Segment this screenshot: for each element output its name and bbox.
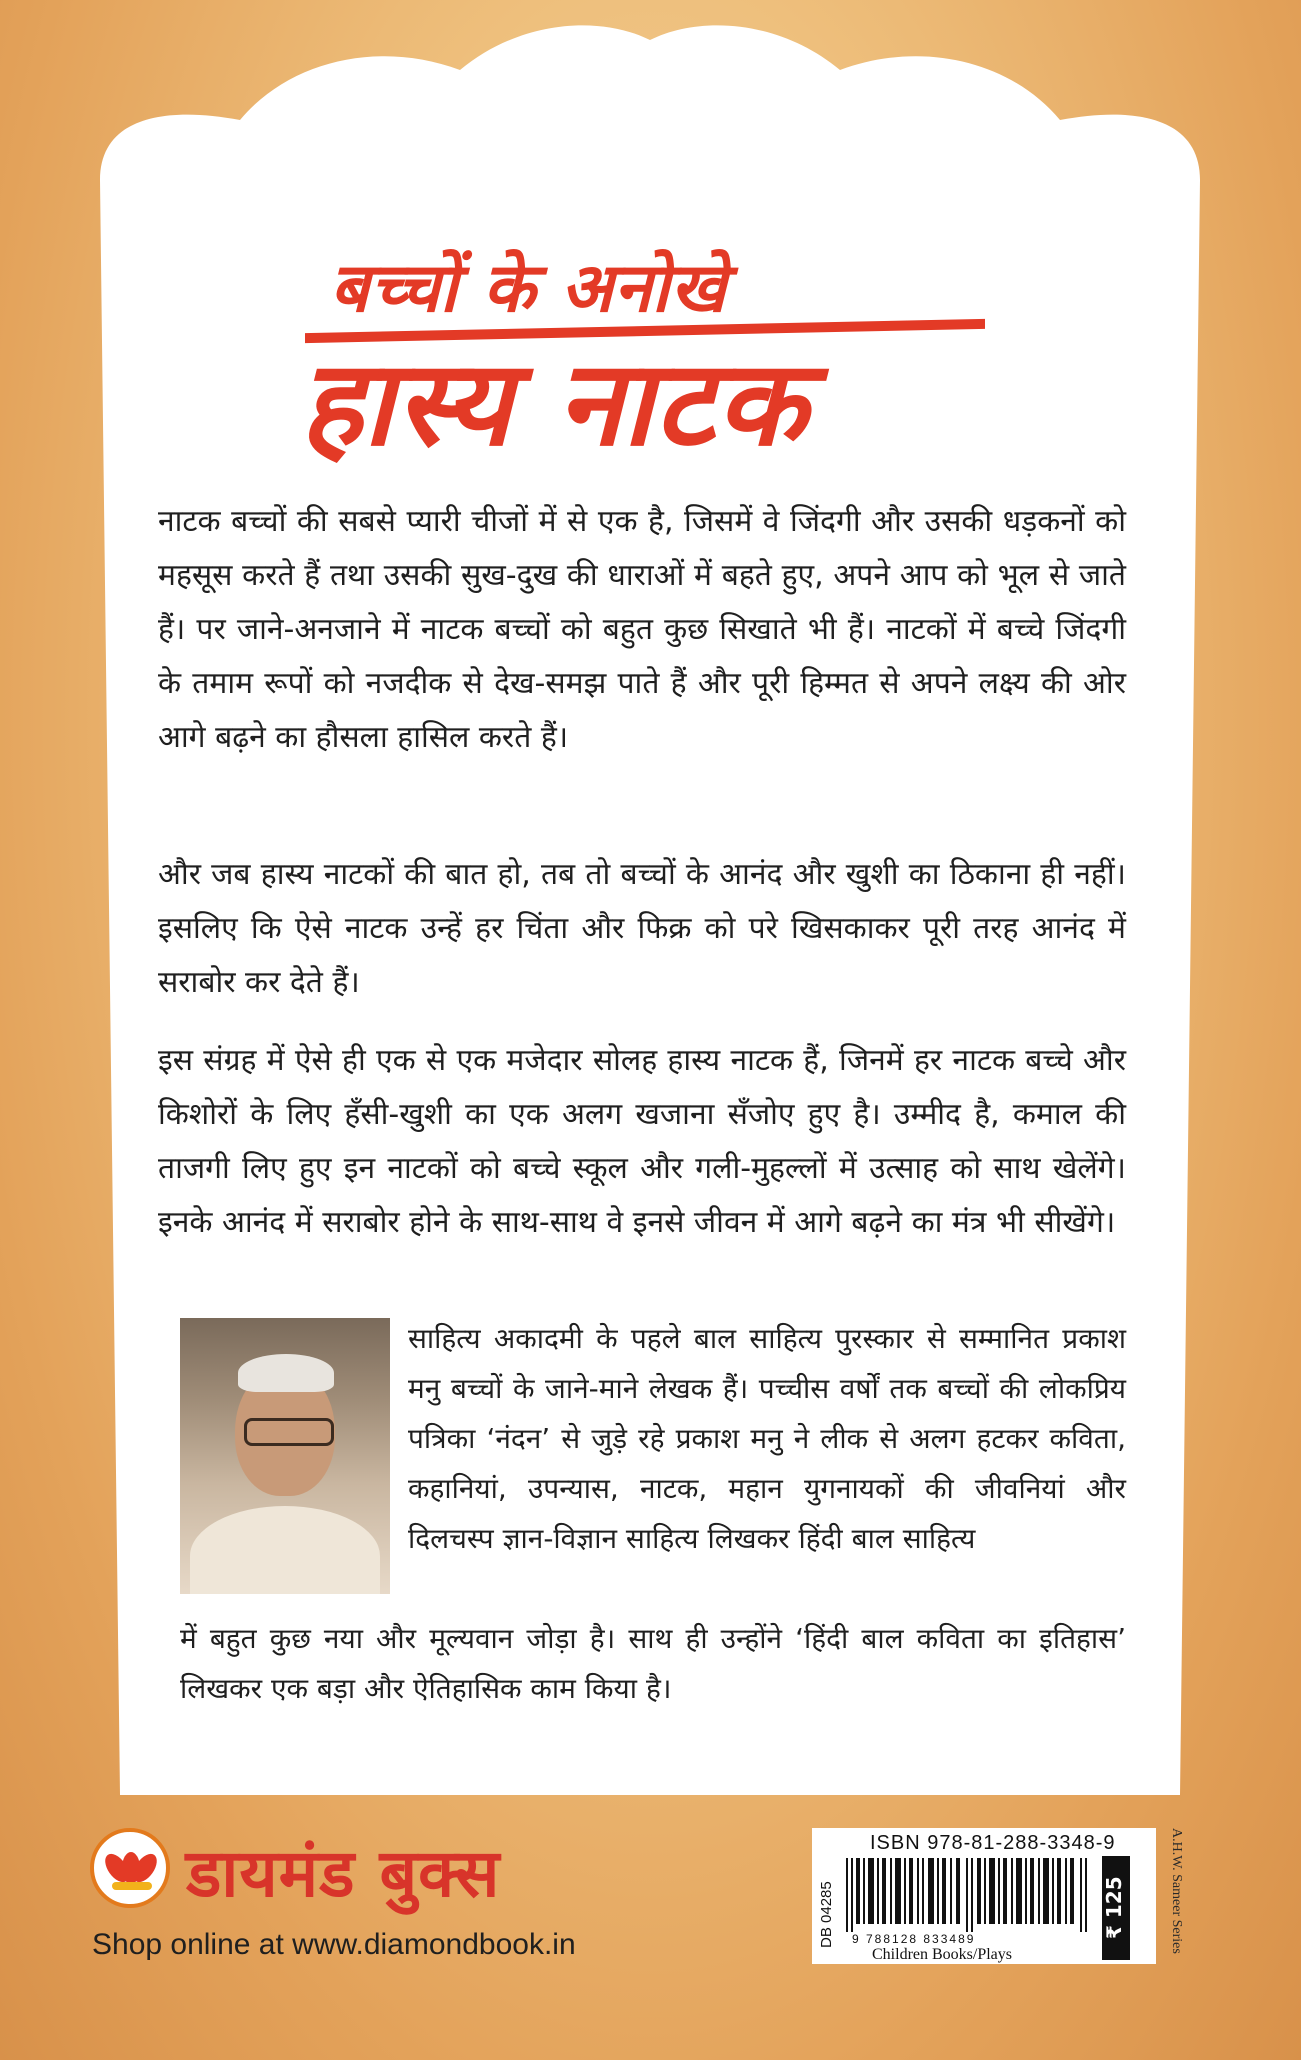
author-hair [238,1354,334,1392]
lotus-petal-center [122,1852,140,1884]
title-line-1: बच्चों के अनोखे [330,249,727,328]
barcode-label [812,1828,1156,1964]
blurb-paragraph-1: नाटक बच्चों की सबसे प्यारी चीजों में से एक है, जिसमें वे जिंदगी और उसकी धड़कनों को महसूस करते हैं तथा उसकी सुख-दुख की धाराओं में बहते हुए, अपने आप को भूल से जाते हैं। पर जाने-अनजाने में नाटक बच्चों को बहुत कुछ सिखाते भी हैं। नाटकों में बच्चे जिंदगी के तमाम रूपों को नजदीक से देख-समझ पाते हैं और पूरी हिम्मत से अपने लक्ष्य की ओर आगे बढ़ने का हौसला हासिल करते हैं। [158,504,1126,755]
author-glasses [244,1418,334,1446]
publisher-name: डायमंड बुक्स [186,1835,501,1912]
author-bio-part-1: साहित्य अकादमी के पहले बाल साहित्य पुरस्कार से सम्मानित प्रकाश मनु बच्चों के जाने-माने लेखक हैं। पच्चीस वर्षों तक बच्चों की लोकप्रिय पत्रिका ‘नंदन’ से जुड़े रहे प्रकाश मनु ने लीक से अलग हटकर कविता, कहानियां, उपन्यास, नाटक, महान युगनायकों की जीवनियां और दिलचस्प ज्ञान-विज्ञान साहित्य लिखकर हिंदी बाल साहित्य [408,1322,1127,1555]
barcode-digits: 9 788128 833489 [852,1932,976,1946]
price-label: ₹ 125 [1102,1876,1126,1940]
lotus-base [112,1882,152,1890]
author-photo [180,1318,390,1594]
author-bio-part-2: में बहुत कुछ नया और मूल्यवान जोड़ा है। साथ ही उन्होंने ‘हिंदी बाल कविता का इतिहास’ लिखकर एक बड़ा और ऐतिहासिक काम किया है। [180,1622,1126,1705]
barcode-icon [846,1858,1092,1932]
db-code: DB 04285 [818,1881,835,1948]
series-label: A.H.W. Sameer Series [1169,1828,1184,1954]
author-shirt [190,1506,380,1594]
book-category: Children Books/Plays [872,1946,1013,1963]
title-line-2: हास्य नाटक [300,334,809,472]
blurb-paragraph-2: और जब हास्य नाटकों की बात हो, तब तो बच्चों के आनंद और खुशी का ठिकाना ही नहीं। इसलिए कि ऐसे नाटक उन्हें हर चिंता और फिक्र को परे खिसकाकर पूरी तरह आनंद में सराबोर कर देते हैं। [158,857,1126,1000]
shop-online-link[interactable]: Shop online at www.diamondbook.in [92,1928,576,1961]
isbn-number: ISBN 978-81-288-3348-9 [870,1832,1116,1854]
blurb-paragraph-3: इस संग्रह में ऐसे ही एक से एक मजेदार सोलह हास्य नाटक हैं, जिनमें हर नाटक बच्चे और किशोरों के लिए हँसी-खुशी का एक अलग खजाना सँजोए हुए है। उम्मीद है, कमाल की ताजगी लिए हुए इन नाटकों को बच्चे स्कूल और गली-मुहल्लों में उत्साह को साथ खेलेंगे। इनके आनंद में सराबोर होने के साथ-साथ वे इनसे जीवन में आगे बढ़ने का मंत्र भी सीखेंगे। [158,1043,1126,1240]
lotus-logo-icon [90,1828,170,1908]
price-strip [1102,1856,1130,1960]
